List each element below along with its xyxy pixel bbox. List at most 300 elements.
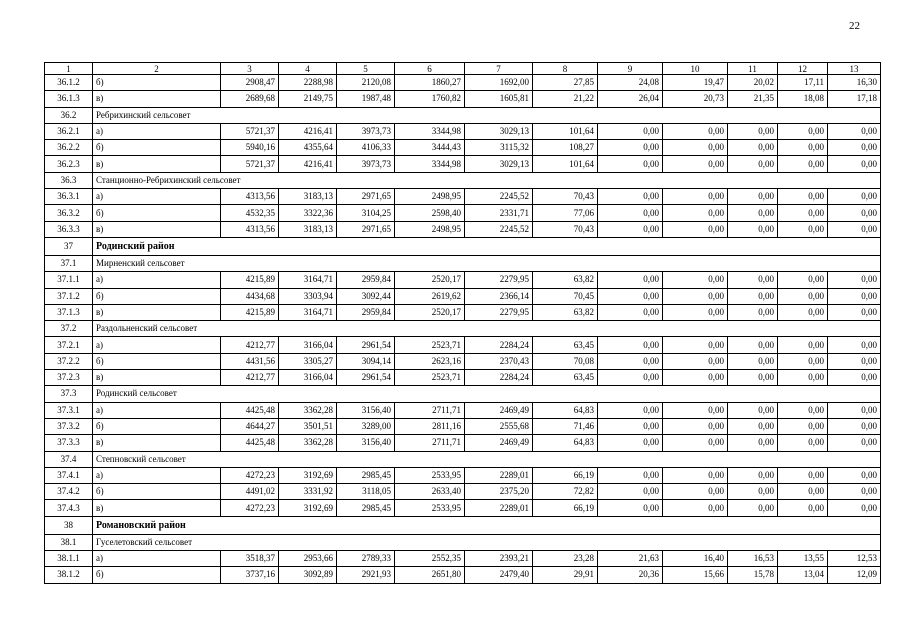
value-cell: 4355,64: [279, 140, 337, 156]
value-cell: 5940,16: [221, 140, 279, 156]
value-cell: 2711,71: [395, 402, 465, 418]
value-cell: 2375,20: [465, 484, 533, 500]
row-label: в): [93, 370, 221, 386]
value-cell: 0,00: [663, 370, 728, 386]
value-cell: 0,00: [778, 435, 828, 451]
value-cell: 3737,16: [221, 567, 279, 583]
table-row: [45, 272, 881, 288]
value-cell: 0,00: [663, 435, 728, 451]
value-cell: 101,64: [533, 156, 598, 172]
value-cell: 19,47: [663, 75, 728, 91]
value-cell: 0,00: [728, 467, 778, 483]
value-cell: 20,02: [728, 75, 778, 91]
value-cell: 0,00: [663, 402, 728, 418]
value-cell: 4532,35: [221, 205, 279, 221]
value-cell: 0,00: [663, 418, 728, 434]
value-cell: 17,11: [778, 75, 828, 91]
table-row: [45, 418, 881, 434]
value-cell: 0,00: [598, 435, 663, 451]
value-cell: 0,00: [598, 156, 663, 172]
council-title: Раздольненский сельсовет: [93, 321, 881, 337]
value-cell: 77,06: [533, 205, 598, 221]
value-cell: 2523,71: [395, 370, 465, 386]
column-header: 3: [221, 63, 279, 75]
row-code: 38.1.2: [45, 567, 93, 583]
column-header: 11: [728, 63, 778, 75]
value-cell: 2598,40: [395, 205, 465, 221]
value-cell: 4313,56: [221, 221, 279, 237]
council-group-row: [45, 255, 881, 271]
value-cell: 2498,95: [395, 221, 465, 237]
council-title: Гуселетовский сельсовет: [93, 534, 881, 550]
table-row: [45, 551, 881, 567]
column-header: 4: [279, 63, 337, 75]
table-row: [45, 435, 881, 451]
value-cell: 2533,95: [395, 500, 465, 516]
value-cell: 0,00: [778, 484, 828, 500]
value-cell: 3029,13: [465, 123, 533, 139]
row-label: б): [93, 288, 221, 304]
council-title: Степновский сельсовет: [93, 451, 881, 467]
council-title: Ребрихинский сельсовет: [93, 107, 881, 123]
district-section-row: [45, 237, 881, 255]
table-row: [45, 337, 881, 353]
value-cell: 2284,24: [465, 370, 533, 386]
value-cell: 3166,04: [279, 370, 337, 386]
value-cell: 16,30: [828, 75, 881, 91]
row-label: а): [93, 337, 221, 353]
value-cell: 4313,56: [221, 189, 279, 205]
column-header: 13: [828, 63, 881, 75]
value-cell: 2331,71: [465, 205, 533, 221]
value-cell: 4425,48: [221, 435, 279, 451]
row-label: а): [93, 123, 221, 139]
value-cell: 0,00: [598, 140, 663, 156]
row-code: 36.2.2: [45, 140, 93, 156]
value-cell: 0,00: [828, 418, 881, 434]
row-code: 36.3.3: [45, 221, 93, 237]
column-header: 5: [337, 63, 395, 75]
value-cell: 20,73: [663, 91, 728, 107]
value-cell: 63,82: [533, 304, 598, 320]
value-cell: 2469,49: [465, 402, 533, 418]
value-cell: 2651,80: [395, 567, 465, 583]
value-cell: 0,00: [778, 500, 828, 516]
column-header: 2: [93, 63, 221, 75]
value-cell: 0,00: [778, 272, 828, 288]
value-cell: 1605,81: [465, 91, 533, 107]
row-code: 37.2.1: [45, 337, 93, 353]
value-cell: 12,53: [828, 551, 881, 567]
value-cell: 0,00: [598, 272, 663, 288]
value-cell: 2555,68: [465, 418, 533, 434]
value-cell: 0,00: [598, 353, 663, 369]
council-group-row: [45, 321, 881, 337]
value-cell: 0,00: [598, 402, 663, 418]
value-cell: 2633,40: [395, 484, 465, 500]
value-cell: 2520,17: [395, 304, 465, 320]
value-cell: 2245,52: [465, 221, 533, 237]
value-cell: 24,08: [598, 75, 663, 91]
value-cell: 0,00: [778, 123, 828, 139]
value-cell: 66,19: [533, 467, 598, 483]
value-cell: 3156,40: [337, 402, 395, 418]
council-group-row: [45, 172, 881, 188]
council-group-row: [45, 107, 881, 123]
row-code: 36.3.1: [45, 189, 93, 205]
column-header: 10: [663, 63, 728, 75]
value-cell: 0,00: [663, 484, 728, 500]
row-label: в): [93, 304, 221, 320]
value-cell: 0,00: [728, 221, 778, 237]
value-cell: 3289,00: [337, 418, 395, 434]
value-cell: 4272,23: [221, 500, 279, 516]
value-cell: 17,18: [828, 91, 881, 107]
table-row: [45, 484, 881, 500]
value-cell: 4491,02: [221, 484, 279, 500]
value-cell: 3192,69: [279, 467, 337, 483]
value-cell: 2288,98: [279, 75, 337, 91]
value-cell: 4215,89: [221, 304, 279, 320]
value-cell: 0,00: [778, 402, 828, 418]
table-row: [45, 221, 881, 237]
row-code: 37.4.2: [45, 484, 93, 500]
value-cell: 1987,48: [337, 91, 395, 107]
value-cell: 4216,41: [279, 156, 337, 172]
value-cell: 2811,16: [395, 418, 465, 434]
row-code: 37.1.3: [45, 304, 93, 320]
value-cell: 4644,27: [221, 418, 279, 434]
value-cell: 0,00: [778, 205, 828, 221]
value-cell: 2366,14: [465, 288, 533, 304]
column-header: 1: [45, 63, 93, 75]
value-cell: 4425,48: [221, 402, 279, 418]
row-code: 36.3.2: [45, 205, 93, 221]
value-cell: 0,00: [598, 500, 663, 516]
value-cell: 4272,23: [221, 467, 279, 483]
row-label: а): [93, 189, 221, 205]
value-cell: 0,00: [728, 370, 778, 386]
column-number-header-row: [45, 63, 881, 75]
value-cell: 2689,68: [221, 91, 279, 107]
table-row: [45, 75, 881, 91]
value-cell: 3166,04: [279, 337, 337, 353]
value-cell: 70,45: [533, 288, 598, 304]
table-row: [45, 123, 881, 139]
row-code: 37.1.2: [45, 288, 93, 304]
table-row: [45, 402, 881, 418]
value-cell: 3156,40: [337, 435, 395, 451]
value-cell: 0,00: [728, 418, 778, 434]
value-cell: 2959,84: [337, 304, 395, 320]
value-cell: 1760,82: [395, 91, 465, 107]
value-cell: 3183,13: [279, 189, 337, 205]
value-cell: 2985,45: [337, 467, 395, 483]
value-cell: 0,00: [598, 221, 663, 237]
table-row: [45, 91, 881, 107]
value-cell: 63,45: [533, 337, 598, 353]
value-cell: 0,00: [663, 156, 728, 172]
value-cell: 71,46: [533, 418, 598, 434]
value-cell: 4215,89: [221, 272, 279, 288]
value-cell: 0,00: [778, 189, 828, 205]
value-cell: 0,00: [778, 337, 828, 353]
row-code: 37.4: [45, 451, 93, 467]
row-label: в): [93, 435, 221, 451]
value-cell: 2961,54: [337, 370, 395, 386]
table-row: [45, 189, 881, 205]
row-code: 36.2: [45, 107, 93, 123]
value-cell: 3118,05: [337, 484, 395, 500]
value-cell: 3344,98: [395, 123, 465, 139]
value-cell: 0,00: [598, 418, 663, 434]
value-cell: 0,00: [598, 370, 663, 386]
value-cell: 4106,33: [337, 140, 395, 156]
value-cell: 64,83: [533, 402, 598, 418]
value-cell: 0,00: [828, 353, 881, 369]
value-cell: 0,00: [663, 189, 728, 205]
value-cell: 0,00: [778, 370, 828, 386]
value-cell: 0,00: [663, 304, 728, 320]
row-label: б): [93, 205, 221, 221]
council-title: Станционно-Ребрихинский сельсовет: [93, 172, 881, 188]
value-cell: 0,00: [728, 189, 778, 205]
value-cell: 3094,14: [337, 353, 395, 369]
table-row: [45, 140, 881, 156]
value-cell: 3518,37: [221, 551, 279, 567]
value-cell: 2279,95: [465, 304, 533, 320]
value-cell: 2284,24: [465, 337, 533, 353]
council-group-row: [45, 534, 881, 550]
value-cell: 0,00: [828, 484, 881, 500]
table-body: [45, 63, 881, 584]
row-code: 37.2: [45, 321, 93, 337]
row-code: 36.1.2: [45, 75, 93, 91]
value-cell: 0,00: [728, 304, 778, 320]
value-cell: 0,00: [728, 435, 778, 451]
value-cell: 23,28: [533, 551, 598, 567]
value-cell: 0,00: [828, 337, 881, 353]
value-cell: 0,00: [663, 272, 728, 288]
value-cell: 0,00: [728, 500, 778, 516]
value-cell: 72,82: [533, 484, 598, 500]
row-code: 37.3.1: [45, 402, 93, 418]
value-cell: 15,66: [663, 567, 728, 583]
row-code: 37.3.3: [45, 435, 93, 451]
value-cell: 21,22: [533, 91, 598, 107]
value-cell: 70,43: [533, 189, 598, 205]
table-row: [45, 353, 881, 369]
value-cell: 13,55: [778, 551, 828, 567]
value-cell: 4212,77: [221, 370, 279, 386]
council-group-row: [45, 451, 881, 467]
value-cell: 2370,43: [465, 353, 533, 369]
value-cell: 0,00: [828, 288, 881, 304]
value-cell: 0,00: [728, 353, 778, 369]
value-cell: 2149,75: [279, 91, 337, 107]
value-cell: 0,00: [598, 467, 663, 483]
value-cell: 0,00: [728, 337, 778, 353]
value-cell: 0,00: [828, 205, 881, 221]
value-cell: 2523,71: [395, 337, 465, 353]
value-cell: 0,00: [828, 435, 881, 451]
row-code: 36.2.3: [45, 156, 93, 172]
table-row: [45, 288, 881, 304]
council-group-row: [45, 386, 881, 402]
row-code: 37.3: [45, 386, 93, 402]
value-cell: 26,04: [598, 91, 663, 107]
value-cell: 0,00: [598, 484, 663, 500]
value-cell: 70,43: [533, 221, 598, 237]
value-cell: 2908,47: [221, 75, 279, 91]
row-label: а): [93, 467, 221, 483]
value-cell: 0,00: [598, 288, 663, 304]
row-code: 37.3.2: [45, 418, 93, 434]
value-cell: 2120,08: [337, 75, 395, 91]
value-cell: 20,36: [598, 567, 663, 583]
table-row: [45, 567, 881, 583]
value-cell: 3092,89: [279, 567, 337, 583]
value-cell: 3092,44: [337, 288, 395, 304]
value-cell: 2789,33: [337, 551, 395, 567]
value-cell: 0,00: [663, 288, 728, 304]
value-cell: 63,82: [533, 272, 598, 288]
column-header: 9: [598, 63, 663, 75]
value-cell: 16,53: [728, 551, 778, 567]
value-cell: 0,00: [828, 123, 881, 139]
column-header: 7: [465, 63, 533, 75]
value-cell: 0,00: [663, 123, 728, 139]
table-row: [45, 156, 881, 172]
value-cell: 64,83: [533, 435, 598, 451]
council-title: Родинский сельсовет: [93, 386, 881, 402]
district-section-row: [45, 516, 881, 534]
value-cell: 1692,00: [465, 75, 533, 91]
value-cell: 0,00: [728, 272, 778, 288]
value-cell: 63,45: [533, 370, 598, 386]
table-row: [45, 205, 881, 221]
value-cell: 0,00: [728, 156, 778, 172]
value-cell: 3029,13: [465, 156, 533, 172]
value-cell: 0,00: [828, 221, 881, 237]
row-label: а): [93, 402, 221, 418]
value-cell: 2552,35: [395, 551, 465, 567]
row-code: 38.1: [45, 534, 93, 550]
value-cell: 3305,27: [279, 353, 337, 369]
value-cell: 15,78: [728, 567, 778, 583]
value-cell: 2498,95: [395, 189, 465, 205]
row-code: 37.1.1: [45, 272, 93, 288]
row-code: 37.4.1: [45, 467, 93, 483]
value-cell: 3192,69: [279, 500, 337, 516]
table-row: [45, 304, 881, 320]
value-cell: 2279,95: [465, 272, 533, 288]
value-cell: 0,00: [728, 140, 778, 156]
value-cell: 3362,28: [279, 402, 337, 418]
value-cell: 2245,52: [465, 189, 533, 205]
value-cell: 2921,93: [337, 567, 395, 583]
value-cell: 3344,98: [395, 156, 465, 172]
row-code: 36.2.1: [45, 123, 93, 139]
row-label: в): [93, 500, 221, 516]
value-cell: 4216,41: [279, 123, 337, 139]
value-cell: 0,00: [728, 402, 778, 418]
value-cell: 0,00: [663, 467, 728, 483]
value-cell: 27,85: [533, 75, 598, 91]
value-cell: 3973,73: [337, 123, 395, 139]
row-label: б): [93, 75, 221, 91]
value-cell: 2985,45: [337, 500, 395, 516]
value-cell: 0,00: [728, 205, 778, 221]
value-cell: 0,00: [663, 337, 728, 353]
value-cell: 0,00: [778, 221, 828, 237]
row-label: б): [93, 418, 221, 434]
value-cell: 0,00: [728, 123, 778, 139]
value-cell: 1860,27: [395, 75, 465, 91]
value-cell: 2479,40: [465, 567, 533, 583]
value-cell: 0,00: [663, 500, 728, 516]
value-cell: 2393,21: [465, 551, 533, 567]
value-cell: 0,00: [778, 288, 828, 304]
page-number: 22: [849, 20, 860, 32]
value-cell: 2971,65: [337, 189, 395, 205]
district-title: Романовский район: [93, 516, 881, 534]
value-cell: 0,00: [828, 272, 881, 288]
value-cell: 0,00: [778, 140, 828, 156]
value-cell: 2623,16: [395, 353, 465, 369]
row-code: 37.2.2: [45, 353, 93, 369]
value-cell: 18,08: [778, 91, 828, 107]
row-code: 37.2.3: [45, 370, 93, 386]
table-row: [45, 500, 881, 516]
column-header: 12: [778, 63, 828, 75]
row-label: в): [93, 156, 221, 172]
value-cell: 0,00: [663, 140, 728, 156]
council-title: Мирненский сельсовет: [93, 255, 881, 271]
value-cell: 2961,54: [337, 337, 395, 353]
value-cell: 0,00: [663, 221, 728, 237]
value-cell: 2289,01: [465, 467, 533, 483]
value-cell: 3183,13: [279, 221, 337, 237]
value-cell: 0,00: [828, 500, 881, 516]
row-code: 36.1.3: [45, 91, 93, 107]
value-cell: 0,00: [778, 467, 828, 483]
value-cell: 66,19: [533, 500, 598, 516]
value-cell: 0,00: [728, 288, 778, 304]
value-cell: 4431,56: [221, 353, 279, 369]
value-cell: 0,00: [828, 189, 881, 205]
row-label: в): [93, 91, 221, 107]
row-code: 37: [45, 237, 93, 255]
value-cell: 0,00: [598, 189, 663, 205]
value-cell: 0,00: [728, 484, 778, 500]
value-cell: 2520,17: [395, 272, 465, 288]
value-cell: 3164,71: [279, 272, 337, 288]
row-label: в): [93, 221, 221, 237]
value-cell: 3303,94: [279, 288, 337, 304]
value-cell: 108,27: [533, 140, 598, 156]
value-cell: 2971,65: [337, 221, 395, 237]
value-cell: 3501,51: [279, 418, 337, 434]
value-cell: 0,00: [828, 402, 881, 418]
table-row: [45, 370, 881, 386]
value-cell: 3362,28: [279, 435, 337, 451]
value-cell: 0,00: [778, 304, 828, 320]
value-cell: 0,00: [598, 304, 663, 320]
value-cell: 2469,49: [465, 435, 533, 451]
value-cell: 16,40: [663, 551, 728, 567]
row-code: 36.3: [45, 172, 93, 188]
